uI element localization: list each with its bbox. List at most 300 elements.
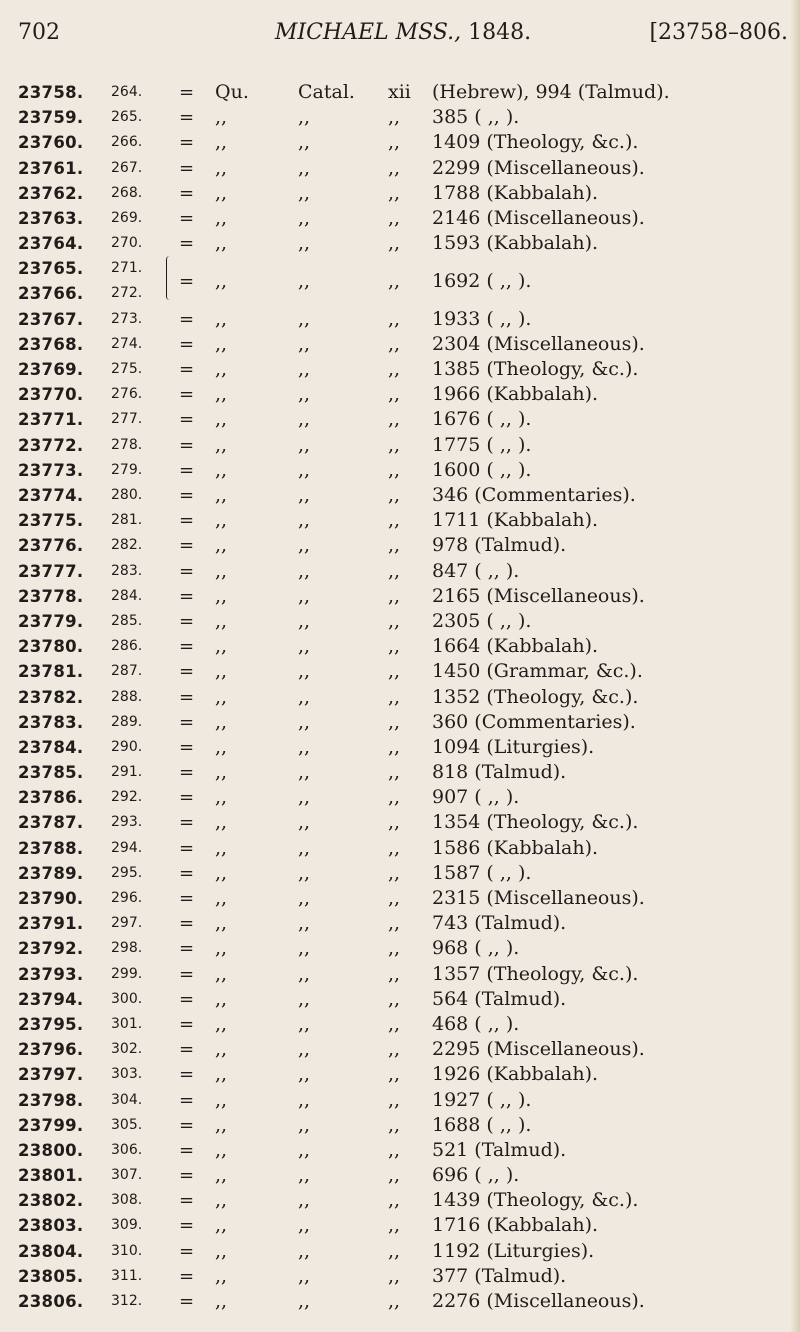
catalogue-reference: ,, bbox=[388, 1164, 401, 1187]
catalogue-reference: ,, bbox=[298, 181, 311, 204]
old-number: 305. bbox=[111, 1116, 143, 1133]
catalogue-reference: ,, bbox=[298, 710, 311, 733]
grouping-brace bbox=[166, 256, 173, 300]
equals-sign: = bbox=[179, 1291, 195, 1313]
catalogue-reference: ,, bbox=[298, 408, 311, 431]
catalogue-table bbox=[18, 80, 788, 1314]
catalogue-reference: ,, bbox=[388, 269, 401, 292]
entry-number: 23794. bbox=[18, 989, 84, 1009]
catalogue-reference: ,, bbox=[215, 206, 228, 229]
catalogue-reference: ,, bbox=[298, 1038, 311, 1061]
old-number: 292. bbox=[111, 789, 143, 806]
table-row bbox=[18, 810, 788, 835]
table-row bbox=[18, 256, 788, 306]
catalogue-reference: ,, bbox=[215, 761, 228, 784]
entry-description: 521 (Talmud). bbox=[432, 1138, 567, 1161]
entry-description: 1788 (Kabbalah). bbox=[432, 181, 599, 204]
old-number: 296. bbox=[111, 890, 143, 907]
catalogue-reference: ,, bbox=[388, 458, 401, 481]
entry-description: 847 ( ,, ). bbox=[432, 559, 520, 582]
entry-description: 2305 ( ,, ). bbox=[432, 609, 532, 632]
catalogue-reference: ,, bbox=[215, 181, 228, 204]
entry-description: 1439 (Theology, &c.). bbox=[432, 1189, 639, 1212]
catalogue-reference: ,, bbox=[388, 710, 401, 733]
catalogue-reference: ,, bbox=[388, 484, 401, 507]
equals-sign: = bbox=[179, 888, 195, 910]
catalogue-reference: ,, bbox=[298, 383, 311, 406]
table-row bbox=[18, 685, 788, 710]
catalogue-reference: ,, bbox=[298, 458, 311, 481]
catalogue-reference: ,, bbox=[215, 484, 228, 507]
old-number: 306. bbox=[111, 1141, 143, 1158]
table-row bbox=[18, 936, 788, 961]
entry-number: 23772. bbox=[18, 435, 84, 455]
old-number: 312. bbox=[111, 1293, 143, 1310]
equals-sign: = bbox=[179, 812, 195, 834]
entry-number: 23781. bbox=[18, 662, 84, 682]
entry-description: 907 ( ,, ). bbox=[432, 786, 520, 809]
equals-sign: = bbox=[179, 535, 195, 557]
entry-number: 23780. bbox=[18, 637, 84, 657]
table-row bbox=[18, 458, 788, 483]
entry-description: 1692 ( ,, ). bbox=[432, 269, 532, 292]
entry-number: 23769. bbox=[18, 360, 84, 380]
entry-number: 23782. bbox=[18, 687, 84, 707]
catalogue-reference: ,, bbox=[298, 786, 311, 809]
equals-sign: = bbox=[179, 459, 195, 481]
entry-number: 23790. bbox=[18, 889, 84, 909]
catalogue-reference: ,, bbox=[298, 534, 311, 557]
old-number: 266. bbox=[111, 134, 143, 151]
entry-description: 468 ( ,, ). bbox=[432, 1012, 520, 1035]
catalogue-reference: ,, bbox=[298, 131, 311, 154]
entry-number: 23768. bbox=[18, 334, 84, 354]
entry-number: 23803. bbox=[18, 1216, 84, 1236]
old-number: 279. bbox=[111, 461, 143, 478]
entry-number: 23771. bbox=[18, 410, 84, 430]
catalogue-reference: ,, bbox=[215, 609, 228, 632]
catalogue-reference: ,, bbox=[388, 685, 401, 708]
catalogue-reference: ,, bbox=[298, 609, 311, 632]
entry-description: 1716 (Kabbalah). bbox=[432, 1214, 599, 1237]
catalogue-reference: ,, bbox=[215, 509, 228, 532]
entry-number: 23774. bbox=[18, 486, 84, 506]
catalogue-reference: ,, bbox=[388, 232, 401, 255]
catalogue-reference: ,, bbox=[388, 509, 401, 532]
catalogue-reference: ,, bbox=[388, 1113, 401, 1136]
table-row bbox=[18, 181, 788, 206]
catalogue-reference: ,, bbox=[215, 1290, 228, 1313]
catalogue-reference: ,, bbox=[388, 1239, 401, 1262]
entry-number: 23788. bbox=[18, 838, 84, 858]
catalogue-reference: ,, bbox=[215, 1038, 228, 1061]
entry-description: 2165 (Miscellaneous). bbox=[432, 584, 645, 607]
entry-description: 2146 (Miscellaneous). bbox=[432, 206, 645, 229]
catalogue-reference: ,, bbox=[215, 1138, 228, 1161]
catalogue-reference: ,, bbox=[298, 1138, 311, 1161]
table-row bbox=[18, 1213, 788, 1238]
catalogue-reference: ,, bbox=[388, 635, 401, 658]
catalogue-reference: ,, bbox=[298, 358, 311, 381]
catalogue-reference: ,, bbox=[298, 887, 311, 910]
catalogue-reference: ,, bbox=[388, 660, 401, 683]
table-row bbox=[18, 987, 788, 1012]
catalogue-reference: ,, bbox=[215, 937, 228, 960]
old-number: 281. bbox=[111, 512, 143, 529]
catalogue-reference: ,, bbox=[388, 408, 401, 431]
equals-sign: = bbox=[179, 1190, 195, 1212]
equals-sign: = bbox=[179, 711, 195, 733]
entry-number: 23783. bbox=[18, 712, 84, 732]
equals-sign: = bbox=[179, 913, 195, 935]
entry-description: 564 (Talmud). bbox=[432, 987, 567, 1010]
table-row bbox=[18, 659, 788, 684]
entry-number: 23802. bbox=[18, 1191, 84, 1211]
entry-description: 360 (Commentaries). bbox=[432, 710, 636, 733]
equals-sign: = bbox=[179, 963, 195, 985]
entry-description: 1450 (Grammar, &c.). bbox=[432, 660, 643, 683]
table-row bbox=[18, 1239, 788, 1264]
table-row bbox=[18, 760, 788, 785]
catalogue-reference: ,, bbox=[388, 1038, 401, 1061]
catalogue-reference: ,, bbox=[215, 1113, 228, 1136]
catalogue-reference: ,, bbox=[388, 1214, 401, 1237]
equals-sign: = bbox=[179, 837, 195, 859]
catalogue-reference: ,, bbox=[215, 912, 228, 935]
equals-sign: = bbox=[179, 1114, 195, 1136]
old-number: 300. bbox=[111, 990, 143, 1007]
catalogue-reference: ,, bbox=[388, 534, 401, 557]
old-number: 283. bbox=[111, 562, 143, 579]
old-number: 299. bbox=[111, 965, 143, 982]
catalogue-reference: ,, bbox=[298, 509, 311, 532]
old-number: 302. bbox=[111, 1041, 143, 1058]
catalogue-reference: ,, bbox=[388, 609, 401, 632]
catalogue-reference: ,, bbox=[388, 383, 401, 406]
catalogue-reference: ,, bbox=[388, 1088, 401, 1111]
equals-sign: = bbox=[179, 1265, 195, 1287]
catalogue-reference: ,, bbox=[215, 887, 228, 910]
entry-description: 2315 (Miscellaneous). bbox=[432, 887, 645, 910]
catalogue-reference: ,, bbox=[388, 987, 401, 1010]
catalogue-reference: ,, bbox=[215, 710, 228, 733]
catalogue-reference: ,, bbox=[298, 836, 311, 859]
catalogue-reference: ,, bbox=[388, 1063, 401, 1086]
entry-number: 23804. bbox=[18, 1241, 84, 1261]
catalogue-reference: ,, bbox=[298, 987, 311, 1010]
entry-number: 23795. bbox=[18, 1014, 84, 1034]
catalogue-reference: ,, bbox=[298, 685, 311, 708]
table-row bbox=[18, 130, 788, 155]
old-number: 303. bbox=[111, 1066, 143, 1083]
catalogue-reference: ,, bbox=[215, 1264, 228, 1287]
catalogue-reference: ,, bbox=[298, 962, 311, 985]
entry-number: 23770. bbox=[18, 385, 84, 405]
catalogue-reference: ,, bbox=[298, 269, 311, 292]
equals-sign: = bbox=[179, 82, 195, 103]
entry-number: 23758. bbox=[18, 83, 84, 102]
entry-description: 2276 (Miscellaneous). bbox=[432, 1290, 645, 1313]
entry-description: 1593 (Kabbalah). bbox=[432, 232, 599, 255]
equals-sign: = bbox=[179, 686, 195, 708]
table-row bbox=[18, 80, 788, 105]
entry-description: 1926 (Kabbalah). bbox=[432, 1063, 599, 1086]
catalogue-reference: ,, bbox=[215, 534, 228, 557]
entry-number: 23793. bbox=[18, 964, 84, 984]
catalogue-reference: ,, bbox=[388, 887, 401, 910]
entry-number: 23776. bbox=[18, 536, 84, 556]
catalogue-reference: ,, bbox=[215, 685, 228, 708]
table-row bbox=[18, 483, 788, 508]
page-number: 702 bbox=[18, 20, 60, 45]
old-number: 276. bbox=[111, 386, 143, 403]
old-number: 301. bbox=[111, 1015, 143, 1032]
catalogue-reference: ,, bbox=[298, 1290, 311, 1313]
entry-description: 385 ( ,, ). bbox=[432, 106, 520, 129]
old-number: 274. bbox=[111, 335, 143, 352]
entry-description: 1352 (Theology, &c.). bbox=[432, 685, 639, 708]
entry-description: 1664 (Kabbalah). bbox=[432, 635, 599, 658]
catalogue-reference: ,, bbox=[298, 1264, 311, 1287]
old-number: 287. bbox=[111, 663, 143, 680]
catalogue-reference: ,, bbox=[388, 786, 401, 809]
table-row bbox=[18, 785, 788, 810]
entry-number: 23777. bbox=[18, 561, 84, 581]
entry-description: 1192 (Liturgies). bbox=[432, 1239, 595, 1262]
table-row bbox=[18, 1037, 788, 1062]
entry-description: 1587 ( ,, ). bbox=[432, 861, 532, 884]
catalogue-reference: ,, bbox=[298, 1164, 311, 1187]
catalogue-reference: ,, bbox=[298, 232, 311, 255]
equals-sign: = bbox=[179, 560, 195, 582]
table-row bbox=[18, 584, 788, 609]
entry-number: 23792. bbox=[18, 939, 84, 959]
old-number: 309. bbox=[111, 1217, 143, 1234]
table-row bbox=[18, 1012, 788, 1037]
old-number: 284. bbox=[111, 587, 143, 604]
catalogue-reference: ,, bbox=[298, 106, 311, 129]
entry-number: 23785. bbox=[18, 763, 84, 783]
catalogue-reference: ,, bbox=[298, 1012, 311, 1035]
table-row bbox=[18, 407, 788, 432]
old-number: 270. bbox=[111, 235, 143, 252]
entry-number: 23779. bbox=[18, 611, 84, 631]
catalogue-reference: ,, bbox=[298, 332, 311, 355]
catalogue-reference: ,, bbox=[215, 584, 228, 607]
page-header bbox=[18, 20, 788, 54]
entry-description: 1775 ( ,, ). bbox=[432, 433, 532, 456]
catalogue-reference: ,, bbox=[215, 635, 228, 658]
old-number: 267. bbox=[111, 159, 143, 176]
old-number: 277. bbox=[111, 411, 143, 428]
equals-sign: = bbox=[179, 434, 195, 456]
table-row bbox=[18, 962, 788, 987]
equals-sign: = bbox=[179, 938, 195, 960]
catalogue-reference: ,, bbox=[388, 861, 401, 884]
catalogue-reference: ,, bbox=[298, 433, 311, 456]
catalogue-reference: ,, bbox=[388, 106, 401, 129]
entry-number: 23789. bbox=[18, 863, 84, 883]
catalogue-reference: ,, bbox=[388, 962, 401, 985]
old-number: 268. bbox=[111, 184, 143, 201]
catalogue-reference: ,, bbox=[388, 156, 401, 179]
catalogue-reference: ,, bbox=[215, 269, 228, 292]
catalogue-reference: ,, bbox=[388, 811, 401, 834]
table-row bbox=[18, 710, 788, 735]
equals-sign: = bbox=[179, 308, 195, 330]
old-number: 285. bbox=[111, 612, 143, 629]
table-row bbox=[18, 1088, 788, 1113]
entry-description: 2304 (Miscellaneous). bbox=[432, 332, 645, 355]
catalogue-reference: ,, bbox=[298, 912, 311, 935]
entry-description: 818 (Talmud). bbox=[432, 761, 567, 784]
equals-sign: = bbox=[179, 510, 195, 532]
old-number: 273. bbox=[111, 310, 143, 327]
old-number: 304. bbox=[111, 1091, 143, 1108]
catalogue-reference: ,, bbox=[388, 307, 401, 330]
table-row bbox=[18, 836, 788, 861]
old-number: 269. bbox=[111, 209, 143, 226]
catalogue-reference: ,, bbox=[298, 735, 311, 758]
catalogue-reference: ,, bbox=[215, 559, 228, 582]
equals-sign: = bbox=[179, 1039, 195, 1061]
catalogue-reference: ,, bbox=[215, 383, 228, 406]
entry-number: 23798. bbox=[18, 1090, 84, 1110]
table-row bbox=[18, 861, 788, 886]
old-number: 289. bbox=[111, 713, 143, 730]
old-number: 297. bbox=[111, 915, 143, 932]
entry-number: 23797. bbox=[18, 1065, 84, 1085]
old-number: 280. bbox=[111, 487, 143, 504]
old-number: 290. bbox=[111, 738, 143, 755]
running-title-italic: MICHAEL MSS., bbox=[274, 20, 462, 45]
old-number: 275. bbox=[111, 361, 143, 378]
catalogue-reference: ,, bbox=[298, 1189, 311, 1212]
catalogue-reference: ,, bbox=[215, 307, 228, 330]
catalogue-reference: ,, bbox=[215, 1012, 228, 1035]
table-row bbox=[18, 332, 788, 357]
catalogue-reference: ,, bbox=[298, 307, 311, 330]
catalogue-reference: Qu. bbox=[215, 81, 249, 103]
entry-description: 1688 ( ,, ). bbox=[432, 1113, 532, 1136]
catalogue-reference: ,, bbox=[215, 735, 228, 758]
table-row bbox=[18, 508, 788, 533]
catalogue-reference: ,, bbox=[388, 1189, 401, 1212]
old-number: 293. bbox=[111, 814, 143, 831]
entry-description: 1927 ( ,, ). bbox=[432, 1088, 532, 1111]
equals-sign: = bbox=[179, 1013, 195, 1035]
catalogue-reference: ,, bbox=[215, 358, 228, 381]
catalogue-reference: ,, bbox=[215, 660, 228, 683]
old-number: 272. bbox=[111, 285, 143, 302]
equals-sign: = bbox=[179, 333, 195, 355]
old-number: 308. bbox=[111, 1192, 143, 1209]
old-number: 310. bbox=[111, 1242, 143, 1259]
equals-sign: = bbox=[179, 409, 195, 431]
equals-sign: = bbox=[179, 359, 195, 381]
catalogue-reference: ,, bbox=[215, 861, 228, 884]
table-row bbox=[18, 533, 788, 558]
equals-sign: = bbox=[179, 661, 195, 683]
entry-description: 1357 (Theology, &c.). bbox=[432, 962, 639, 985]
table-row bbox=[18, 634, 788, 659]
entry-description: 1586 (Kabbalah). bbox=[432, 836, 599, 859]
catalogue-reference: ,, bbox=[215, 1214, 228, 1237]
table-row bbox=[18, 206, 788, 231]
entry-number: 23799. bbox=[18, 1115, 84, 1135]
catalogue-reference: ,, bbox=[388, 912, 401, 935]
entry-number: 23786. bbox=[18, 788, 84, 808]
equals-sign: = bbox=[179, 1240, 195, 1262]
equals-sign: = bbox=[179, 107, 195, 129]
catalogue-reference: ,, bbox=[298, 761, 311, 784]
entry-description: 1711 (Kabbalah). bbox=[432, 509, 599, 532]
catalogue-reference: ,, bbox=[215, 106, 228, 129]
entry-number: 23761. bbox=[18, 158, 84, 178]
table-row bbox=[18, 1188, 788, 1213]
catalogue-reference: ,, bbox=[298, 1088, 311, 1111]
catalogue-reference: ,, bbox=[388, 761, 401, 784]
catalogue-reference: ,, bbox=[215, 1239, 228, 1262]
old-number: 271. bbox=[111, 260, 143, 277]
old-number: 311. bbox=[111, 1267, 143, 1284]
catalogue-reference: ,, bbox=[298, 1239, 311, 1262]
equals-sign: = bbox=[179, 1139, 195, 1161]
equals-sign: = bbox=[179, 207, 195, 229]
entry-number: 23767. bbox=[18, 309, 84, 329]
table-row bbox=[18, 382, 788, 407]
entry-description: (Hebrew), 994 (Talmud). bbox=[432, 81, 670, 103]
table-row bbox=[18, 609, 788, 634]
equals-sign: = bbox=[179, 585, 195, 607]
equals-sign: = bbox=[179, 1089, 195, 1111]
catalogue-reference: ,, bbox=[388, 735, 401, 758]
entry-description: 346 (Commentaries). bbox=[432, 484, 636, 507]
entry-number: 23800. bbox=[18, 1140, 84, 1160]
entry-number: 23773. bbox=[18, 460, 84, 480]
old-number: 288. bbox=[111, 688, 143, 705]
equals-sign: = bbox=[179, 182, 195, 204]
entry-number: 23759. bbox=[18, 108, 84, 128]
entry-description: 2295 (Miscellaneous). bbox=[432, 1038, 645, 1061]
old-number: 265. bbox=[111, 109, 143, 126]
catalogue-reference: ,, bbox=[388, 937, 401, 960]
table-row bbox=[18, 559, 788, 584]
table-row bbox=[18, 105, 788, 130]
catalogue-reference: ,, bbox=[388, 1138, 401, 1161]
equals-sign: = bbox=[179, 270, 195, 292]
catalogue-reference: ,, bbox=[215, 811, 228, 834]
catalogue-reference: ,, bbox=[298, 1113, 311, 1136]
catalogue-reference: ,, bbox=[298, 1063, 311, 1086]
equals-sign: = bbox=[179, 1064, 195, 1086]
running-title-year: 1848. bbox=[468, 20, 532, 45]
catalogue-reference: ,, bbox=[298, 635, 311, 658]
equals-sign: = bbox=[179, 485, 195, 507]
equals-sign: = bbox=[179, 384, 195, 406]
catalogue-reference: ,, bbox=[215, 232, 228, 255]
table-row bbox=[18, 307, 788, 332]
entry-description: 1094 (Liturgies). bbox=[432, 735, 595, 758]
table-row bbox=[18, 357, 788, 382]
catalogue-reference: ,, bbox=[298, 861, 311, 884]
table-row bbox=[18, 231, 788, 256]
old-number: 286. bbox=[111, 638, 143, 655]
catalogue-reference: ,, bbox=[215, 408, 228, 431]
entry-number: 23760. bbox=[18, 133, 84, 153]
entry-description: 978 (Talmud). bbox=[432, 534, 567, 557]
equals-sign: = bbox=[179, 157, 195, 179]
